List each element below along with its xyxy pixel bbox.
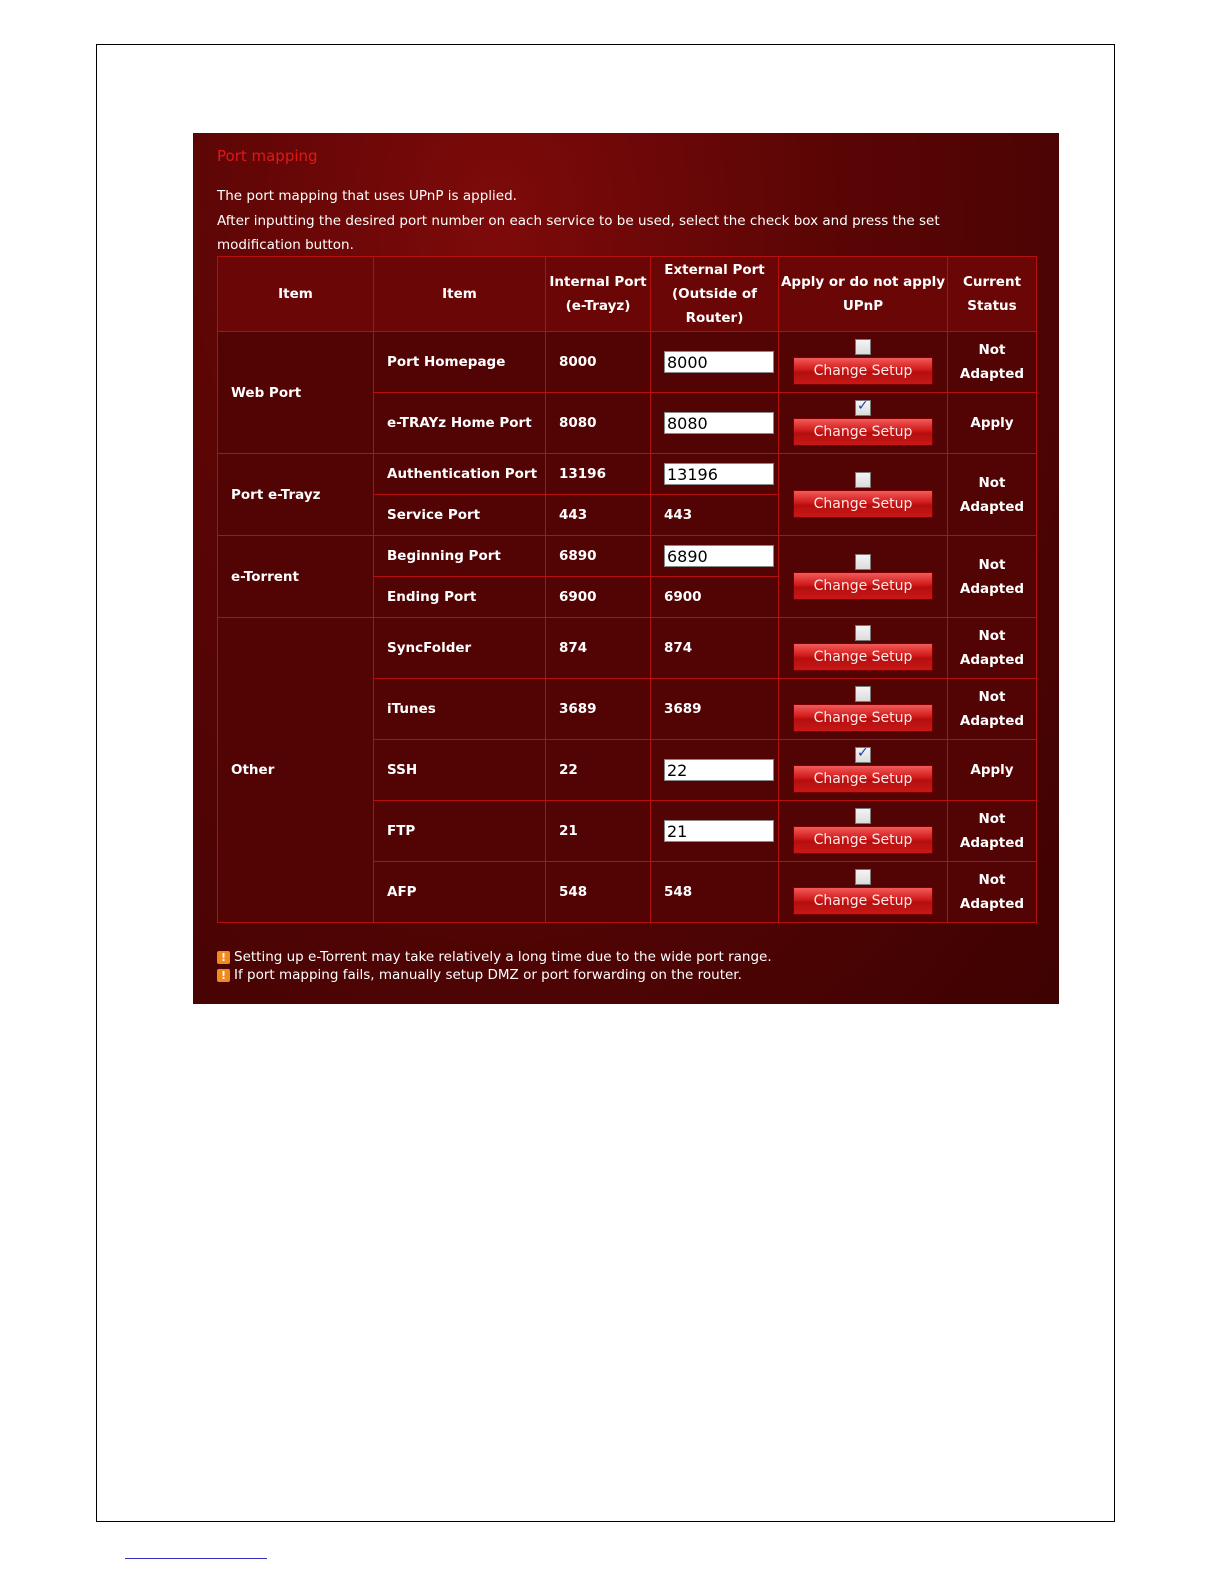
port-mapping-table (217, 256, 1037, 923)
external-port-input[interactable] (664, 545, 774, 567)
column-header-current-status: Current Status (948, 257, 1037, 332)
warning-icon: ! (217, 951, 230, 964)
service-name: SSH (374, 740, 546, 801)
group-label-other: Other (218, 618, 374, 923)
service-name: SyncFolder (374, 618, 546, 679)
apply-cell (779, 618, 948, 679)
column-header-apply-upnp: Apply or do not apply UPnP (779, 257, 948, 332)
warning-icon: ! (217, 969, 230, 982)
apply-checkbox[interactable] (855, 400, 871, 416)
panel-title: Port mapping (217, 147, 318, 165)
change-setup-button[interactable]: Change Setup (793, 490, 933, 518)
apply-checkbox[interactable] (855, 808, 871, 824)
status-cell: Not Adapted (948, 454, 1037, 536)
apply-checkbox[interactable] (855, 686, 871, 702)
footer-rule (125, 1558, 267, 1559)
apply-cell (779, 679, 948, 740)
status-cell: Not Adapted (948, 862, 1037, 923)
service-name: Ending Port (374, 577, 546, 618)
change-setup-button[interactable]: Change Setup (793, 357, 933, 385)
service-name: e-TRAYz Home Port (374, 393, 546, 454)
column-header-item: Item (374, 257, 546, 332)
external-port-cell (651, 393, 779, 454)
apply-cell (779, 536, 948, 618)
column-header-external-port: External Port (Outside of Router) (651, 257, 779, 332)
apply-checkbox[interactable] (855, 339, 871, 355)
internal-port: 443 (546, 495, 651, 536)
apply-checkbox[interactable] (855, 625, 871, 641)
status-cell: Not Adapted (948, 679, 1037, 740)
external-port-cell (651, 332, 779, 393)
table-row (218, 332, 1037, 393)
intro-line-2: After inputting the desired port number on each service to be used, select the check box and press the set modification button. (217, 212, 940, 253)
status-cell: Not Adapted (948, 332, 1037, 393)
internal-port: 8000 (546, 332, 651, 393)
service-name: Beginning Port (374, 536, 546, 577)
external-port-cell (651, 536, 779, 577)
note-item (217, 966, 772, 984)
note-text: Setting up e-Torrent may take relatively a long time due to the wide port range. (234, 949, 772, 965)
internal-port: 13196 (546, 454, 651, 495)
external-port-cell (651, 801, 779, 862)
group-label-etorrent: e-Torrent (218, 536, 374, 618)
external-port-input[interactable] (664, 820, 774, 842)
internal-port: 3689 (546, 679, 651, 740)
external-port-input[interactable] (664, 759, 774, 781)
table-header-row (218, 257, 1037, 332)
apply-cell (779, 332, 948, 393)
status-cell: Apply (948, 740, 1037, 801)
apply-cell (779, 393, 948, 454)
service-name: Port Homepage (374, 332, 546, 393)
apply-cell (779, 862, 948, 923)
external-port-input[interactable] (664, 412, 774, 434)
status-cell: Apply (948, 393, 1037, 454)
service-name: iTunes (374, 679, 546, 740)
apply-cell (779, 454, 948, 536)
external-port-cell (651, 454, 779, 495)
external-port: 548 (651, 862, 779, 923)
column-header-item: Item (218, 257, 374, 332)
column-header-internal-port: Internal Port (e-Trayz) (546, 257, 651, 332)
external-port-input[interactable] (664, 463, 774, 485)
group-label-port-etrayz: Port e-Trayz (218, 454, 374, 536)
external-port: 443 (651, 495, 779, 536)
apply-checkbox[interactable] (855, 554, 871, 570)
apply-cell (779, 740, 948, 801)
apply-checkbox[interactable] (855, 472, 871, 488)
external-port-cell (651, 740, 779, 801)
internal-port: 874 (546, 618, 651, 679)
note-text: If port mapping fails, manually setup DMZ or port forwarding on the router. (234, 967, 742, 983)
group-label-web-port: Web Port (218, 332, 374, 454)
service-name: Service Port (374, 495, 546, 536)
notes (217, 948, 772, 984)
intro-text (217, 184, 1017, 258)
external-port: 6900 (651, 577, 779, 618)
internal-port: 8080 (546, 393, 651, 454)
internal-port: 21 (546, 801, 651, 862)
table-row (218, 454, 1037, 495)
change-setup-button[interactable]: Change Setup (793, 826, 933, 854)
status-cell: Not Adapted (948, 536, 1037, 618)
change-setup-button[interactable]: Change Setup (793, 643, 933, 671)
apply-checkbox[interactable] (855, 869, 871, 885)
service-name: FTP (374, 801, 546, 862)
external-port: 3689 (651, 679, 779, 740)
internal-port: 22 (546, 740, 651, 801)
service-name: Authentication Port (374, 454, 546, 495)
note-item (217, 948, 772, 966)
service-name: AFP (374, 862, 546, 923)
external-port-input[interactable] (664, 351, 774, 373)
change-setup-button[interactable]: Change Setup (793, 418, 933, 446)
change-setup-button[interactable]: Change Setup (793, 887, 933, 915)
internal-port: 6900 (546, 577, 651, 618)
apply-cell (779, 801, 948, 862)
status-cell: Not Adapted (948, 618, 1037, 679)
status-cell: Not Adapted (948, 801, 1037, 862)
change-setup-button[interactable]: Change Setup (793, 765, 933, 793)
internal-port: 6890 (546, 536, 651, 577)
internal-port: 548 (546, 862, 651, 923)
apply-checkbox[interactable] (855, 747, 871, 763)
port-mapping-panel (193, 133, 1059, 1004)
table-row (218, 536, 1037, 577)
table-row (218, 618, 1037, 679)
change-setup-button[interactable]: Change Setup (793, 704, 933, 732)
external-port: 874 (651, 618, 779, 679)
intro-line-1: The port mapping that uses UPnP is applied. (217, 188, 517, 204)
change-setup-button[interactable]: Change Setup (793, 572, 933, 600)
